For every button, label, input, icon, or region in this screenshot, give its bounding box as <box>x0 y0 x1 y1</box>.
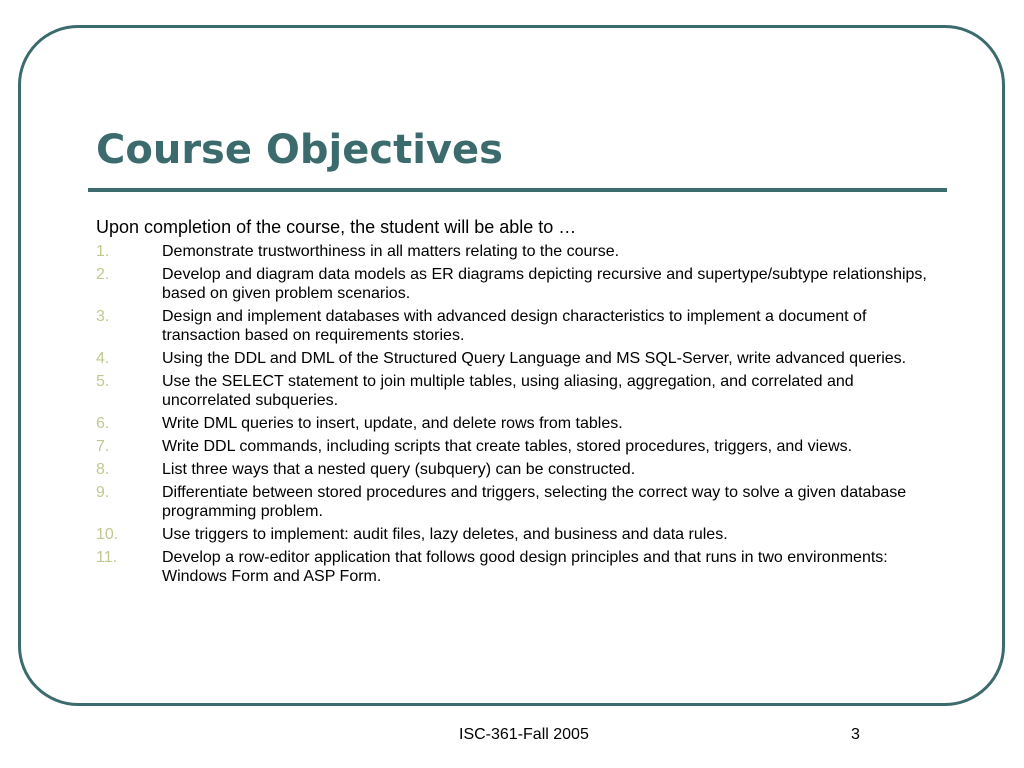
objective-item <box>96 242 946 261</box>
objective-item <box>96 548 946 586</box>
objective-number: 4. <box>96 350 110 367</box>
objective-item <box>96 265 946 303</box>
footer-page-number: 3 <box>851 726 860 743</box>
objectives-list <box>96 242 946 586</box>
objective-item <box>96 372 946 410</box>
objective-text: Use triggers to implement: audit files, lazy deletes, and business and data rules. <box>162 526 728 543</box>
objective-item <box>96 414 946 433</box>
objective-item <box>96 483 946 521</box>
objective-number: 3. <box>96 308 110 325</box>
objective-item <box>96 525 946 544</box>
objective-text: Differentiate between stored procedures and triggers, selecting the correct way to solve a given database programming problem. <box>162 484 907 520</box>
intro-text: Upon completion of the course, the student will be able to … <box>96 217 577 237</box>
objective-number: 1. <box>96 243 110 260</box>
objective-text: Write DML queries to insert, update, and delete rows from tables. <box>162 415 623 432</box>
objective-number: 6. <box>96 415 110 432</box>
objective-item <box>96 307 946 345</box>
objective-text: Develop a row-editor application that follows good design principles and that runs in two environments: Windows Form and ASP Form. <box>162 549 888 585</box>
objective-number: 5. <box>96 373 110 390</box>
objective-item <box>96 349 946 368</box>
objective-text: Use the SELECT statement to join multiple tables, using aliasing, aggregation, and correlated and uncorrelated subqueries. <box>162 373 854 409</box>
slide-title: Course Objectives <box>96 127 503 173</box>
objective-text: Develop and diagram data models as ER diagrams depicting recursive and supertype/subtype relationships, based on given problem scenarios. <box>162 266 927 302</box>
objective-number: 8. <box>96 461 110 478</box>
objective-text: Write DDL commands, including scripts that create tables, stored procedures, triggers, and views. <box>162 438 853 455</box>
title-underline <box>88 188 947 192</box>
slide-body <box>96 216 946 590</box>
footer-course: ISC-361-Fall 2005 <box>459 726 589 743</box>
objective-item <box>96 437 946 456</box>
objective-text: Using the DDL and DML of the Structured Query Language and MS SQL-Server, write advanced queries. <box>162 350 907 367</box>
objective-text: List three ways that a nested query (subquery) can be constructed. <box>162 461 636 478</box>
objective-number: 2. <box>96 266 110 283</box>
objective-text: Design and implement databases with advanced design characteristics to implement a document of transaction based on requirements stories. <box>162 308 867 344</box>
objective-number: 10. <box>96 526 119 543</box>
objective-number: 11. <box>96 549 118 566</box>
objective-item <box>96 460 946 479</box>
objective-text: Demonstrate trustworthiness in all matters relating to the course. <box>162 243 620 260</box>
objective-number: 7. <box>96 438 110 455</box>
objective-number: 9. <box>96 484 110 501</box>
